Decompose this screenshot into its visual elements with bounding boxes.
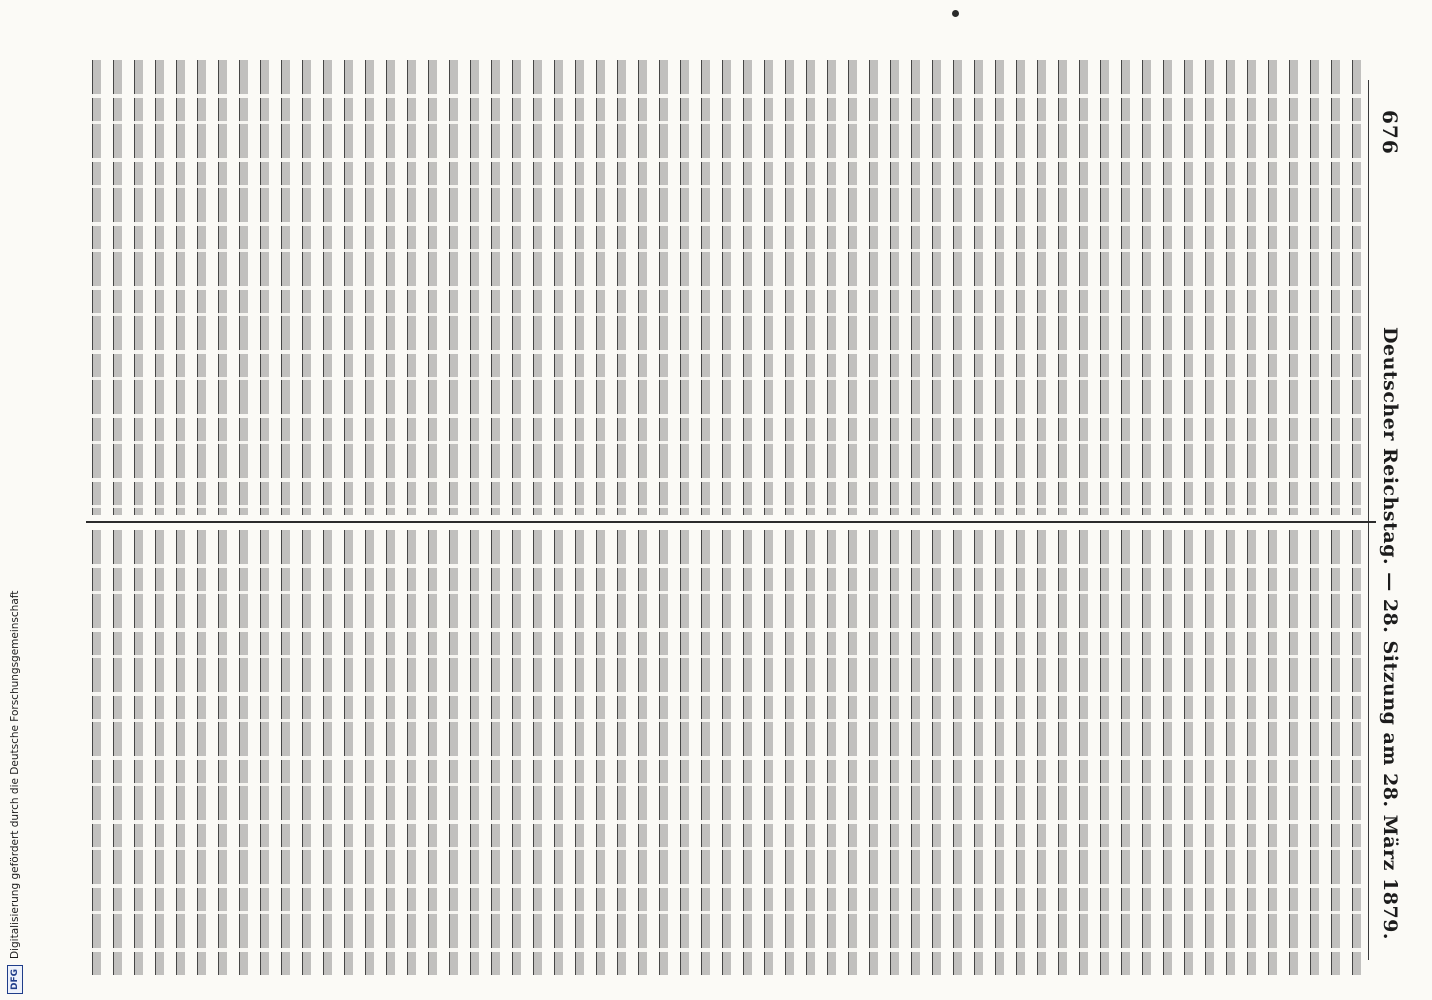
running-title: Deutscher Reichstag. — 28. Sitzung am 28. März 1879. xyxy=(1379,327,1401,940)
header-rule xyxy=(1368,80,1369,960)
text-column-2 xyxy=(92,530,1362,975)
page-header xyxy=(1370,0,1410,1000)
digitization-credit xyxy=(4,590,26,994)
text-column-1 xyxy=(92,60,1362,515)
ink-speck xyxy=(952,10,959,17)
text-column-2-word-gaps xyxy=(92,530,1362,975)
text-column-1-word-gaps xyxy=(92,60,1362,515)
page-header-rotated xyxy=(1370,0,1410,1000)
digitization-credit-text: Digitalisierung gefördert durch die Deutsche Forschungsgemeinschaft xyxy=(9,590,21,959)
digitization-credit-rotated xyxy=(4,590,26,994)
column-divider xyxy=(86,521,1376,523)
dfg-logo: DFG xyxy=(7,965,23,994)
page-number: 676 xyxy=(1378,110,1402,155)
